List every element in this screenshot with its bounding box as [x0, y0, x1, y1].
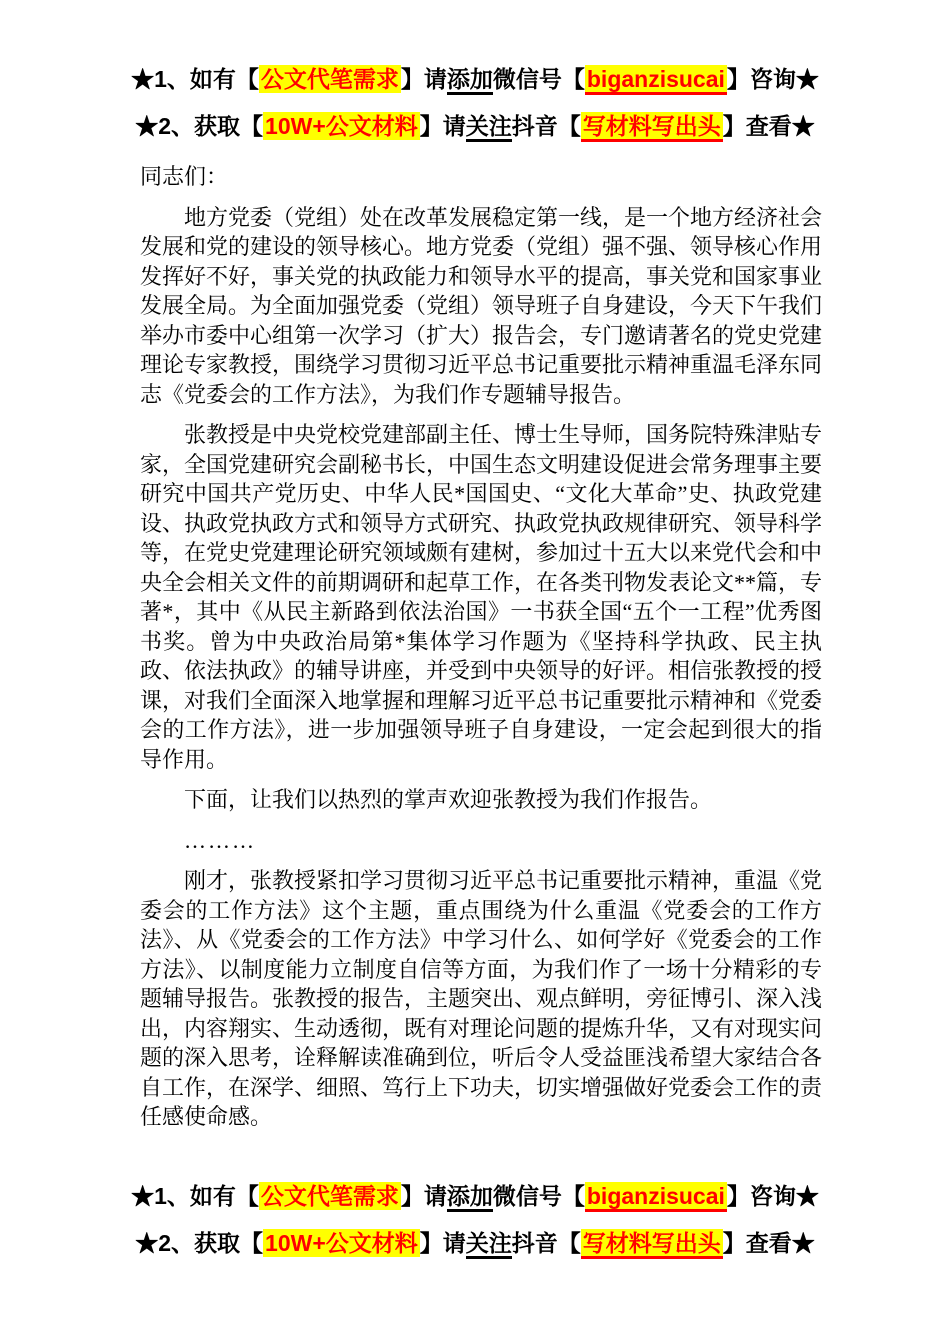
promo-line-2	[0, 109, 950, 143]
promo-banner-bottom	[0, 1179, 950, 1260]
promo-highlight-keyword: 10W+公文材料	[265, 1230, 418, 1256]
promo-line-1	[0, 1179, 950, 1213]
promo-text: 抖音【	[511, 1230, 581, 1256]
promo-text: 】请	[400, 1183, 447, 1209]
paragraph: 刚才，张教授紧扣学习贯彻习近平总书记重要批示精神，重温《党委会的工作方法》这个主题，重点围绕为什么重温《党委会的工作方法》、从《党委会的工作方法》中学习什么、如何学好《党委会的工作方法》、以制度能力立制度自信等方面，为我们作了一场十分精彩的专题辅导报告。张教授的报告，主题突出、观点鲜明，旁征博引、深入浅出，内容翔实、生动透彻，既有对理论问题的提炼升华，又有对现实问题的深入思考，诠释解读准确到位，听后令人受益匪浅希望大家结合各自工作，在深学、细照、笃行上下功夫，切实增强做好党委会工作的责任感使命感。	[140, 868, 823, 1129]
promo-highlight-keyword: 公文代笔需求	[260, 66, 399, 92]
promo-line-1	[0, 62, 950, 96]
promo-text: ★2、获取【	[135, 113, 264, 139]
ellipsis-paragraph: ………	[184, 827, 256, 853]
promo-text: 】咨询★	[726, 66, 819, 92]
document-body	[140, 162, 822, 1132]
promo-text: 】查看★	[722, 113, 815, 139]
promo-text: 抖音【	[511, 113, 581, 139]
paragraph: 下面，让我们以热烈的掌声欢迎张教授为我们作报告。	[184, 787, 713, 812]
promo-text: 】查看★	[722, 1230, 815, 1256]
paragraph: 张教授是中央党校党建部副主任、博士生导师，国务院特殊津贴专家，全国党建研究会副秘书长，中国生态文明建设促进会常务理事主要研究中国共产党历史、中华人民*国国史、“文化大革命”史、执政党建设、执政党执政方式和领导方式研究、执政党执政规律研究、领导科学等，在党史党建理论研究领域颇有建树，参加过十五大以来党代会和中央全会相关文件的前期调研和起草工作，在各类刊物发表论文**篇，专著*，其中《从民主新路到依法治国》一书获全国“五个一工程”优秀图书奖。曾为中央政治局第*集体学习作题为《坚持科学执政、民主执政、依法执政》的辅导讲座，并受到中央领导的好评。相信张教授的授课，对我们全面深入地掌握和理解习近平总书记重要批示精神和《党委会的工作方法》，进一步加强领导班子自身建设，一定会起到很大的指导作用。	[140, 422, 823, 772]
promo-underlined-word: 关注	[466, 113, 512, 142]
promo-douyin-name: 写材料写出头	[581, 112, 723, 142]
paragraph: 地方党委（党组）处在改革发展稳定第一线，是一个地方经济社会发展和党的建设的领导核心。地方党委（党组）强不强、领导核心作用发挥好不好，事关党的执政能力和领导水平的提高，事关党和国家事业发展全局。为全面加强党委（党组）领导班子自身建设，今天下午我们举办市委中心组第一次学习（扩大）报告会，专门邀请著名的党史党建理论专家教授，围绕学习贯彻习近平总书记重要批示精神重温毛泽东同志《党委会的工作方法》，为我们作专题辅导报告。	[140, 204, 823, 407]
promo-underlined-word: 关注	[466, 1230, 512, 1259]
promo-douyin-name: 写材料写出头	[581, 1229, 723, 1259]
promo-wechat-id: biganzisucai	[585, 65, 727, 95]
promo-text: 】请	[419, 1230, 466, 1256]
promo-line-2	[0, 1226, 950, 1260]
promo-text: 】请	[419, 113, 466, 139]
promo-text: ★1、如有【	[131, 66, 259, 92]
promo-highlight-keyword: 10W+公文材料	[265, 113, 418, 139]
promo-underlined-word: 添加	[447, 66, 493, 95]
promo-text: 微信号【	[492, 66, 585, 92]
promo-text: ★2、获取【	[135, 1230, 264, 1256]
promo-highlight-keyword: 公文代笔需求	[260, 1183, 399, 1209]
promo-text: 】咨询★	[726, 1183, 819, 1209]
promo-text: 】请	[400, 66, 447, 92]
promo-wechat-id: biganzisucai	[585, 1182, 727, 1212]
promo-text: 微信号【	[492, 1183, 585, 1209]
promo-banner-top	[0, 0, 950, 143]
promo-text: ★1、如有【	[131, 1183, 259, 1209]
salutation: 同志们：	[140, 164, 229, 189]
promo-underlined-word: 添加	[447, 1183, 493, 1212]
